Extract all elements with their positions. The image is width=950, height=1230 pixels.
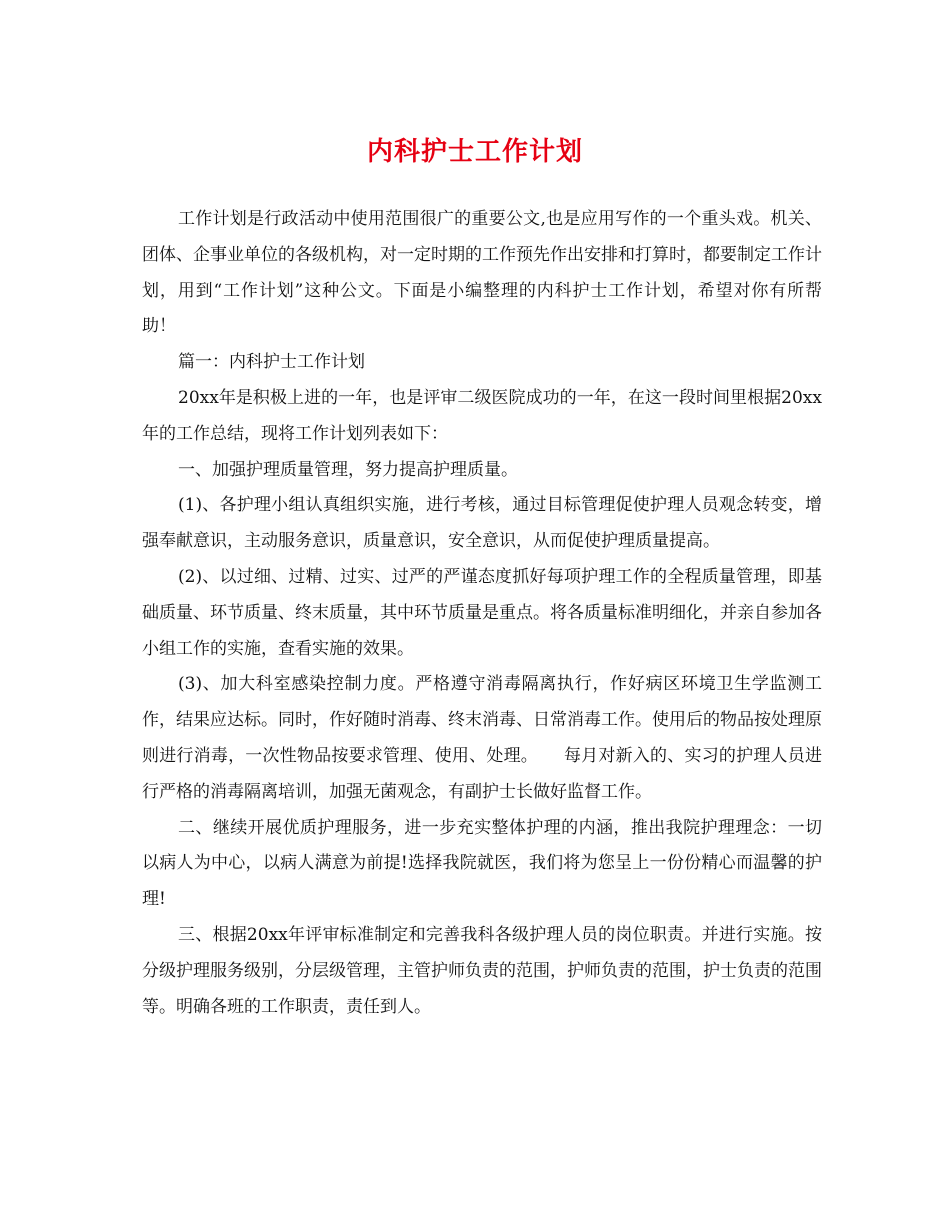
sub-item-3: (3)、加大科室感染控制力度。严格遵守消毒隔离执行，作好病区环境卫生学监测工作，结果应达标。同时，作好随时消毒、终末消毒、日常消毒工作。使用后的物品按处理原则进行消毒，一次性物品按要求管理、使用、处理。 每月对新入的、实习的护理人员进行严格的消毒隔离培训，加强无菌观念，有副护士长做好监督工作。 — [142, 674, 822, 802]
item-heading-1: 一、加强护理质量管理，努力提高护理质量。 — [178, 459, 518, 480]
intro-paragraph: 工作计划是行政活动中使用范围很广的重要公文,也是应用写作的一个重头戏。机关、团体、企事业单位的各级机构，对一定时期的工作预先作出安排和打算时，都要制定工作计划，用到“工作计划”这种公文。下面是小编整理的内科护士工作计划，希望对你有所帮助！ — [142, 209, 822, 337]
document-title: 内科护士工作计划 — [366, 137, 583, 167]
item-paragraph-3: 三、根据20xx年评审标准制定和完善我科各级护理人员的岗位职责。并进行实施。按分级护理服务级别，分层级管理，主管护师负责的范围，护师负责的范围，护士负责的范围等。明确各班的工作职责，责任到人。 — [142, 924, 822, 1017]
item-paragraph-2: 二、继续开展优质护理服务，进一步充实整体护理的内涵，推出我院护理理念：一切以病人为中心，以病人满意为前提!选择我院就医，我们将为您呈上一份份精心而温馨的护理! — [142, 817, 822, 910]
section-heading: 篇一：内科护士工作计划 — [178, 352, 365, 373]
document-body — [142, 202, 822, 1025]
sub-item-2: (2)、以过细、过精、过实、过严的严谨态度抓好每项护理工作的全程质量管理，即基础质量、环节质量、终末质量，其中环节质量是重点。将各质量标准明细化，并亲自参加各小组工作的实施，查看实施的效果。 — [142, 566, 822, 659]
overview-paragraph: 20xx年是积极上进的一年，也是评审二级医院成功的一年，在这一段时间里根据20xx年的工作总结，现将工作计划列表如下： — [142, 387, 822, 444]
sub-item-1: (1)、各护理小组认真组织实施，进行考核，通过目标管理促使护理人员观念转变，增强奉献意识，主动服务意识，质量意识，安全意识，从而促使护理质量提高。 — [142, 495, 822, 552]
